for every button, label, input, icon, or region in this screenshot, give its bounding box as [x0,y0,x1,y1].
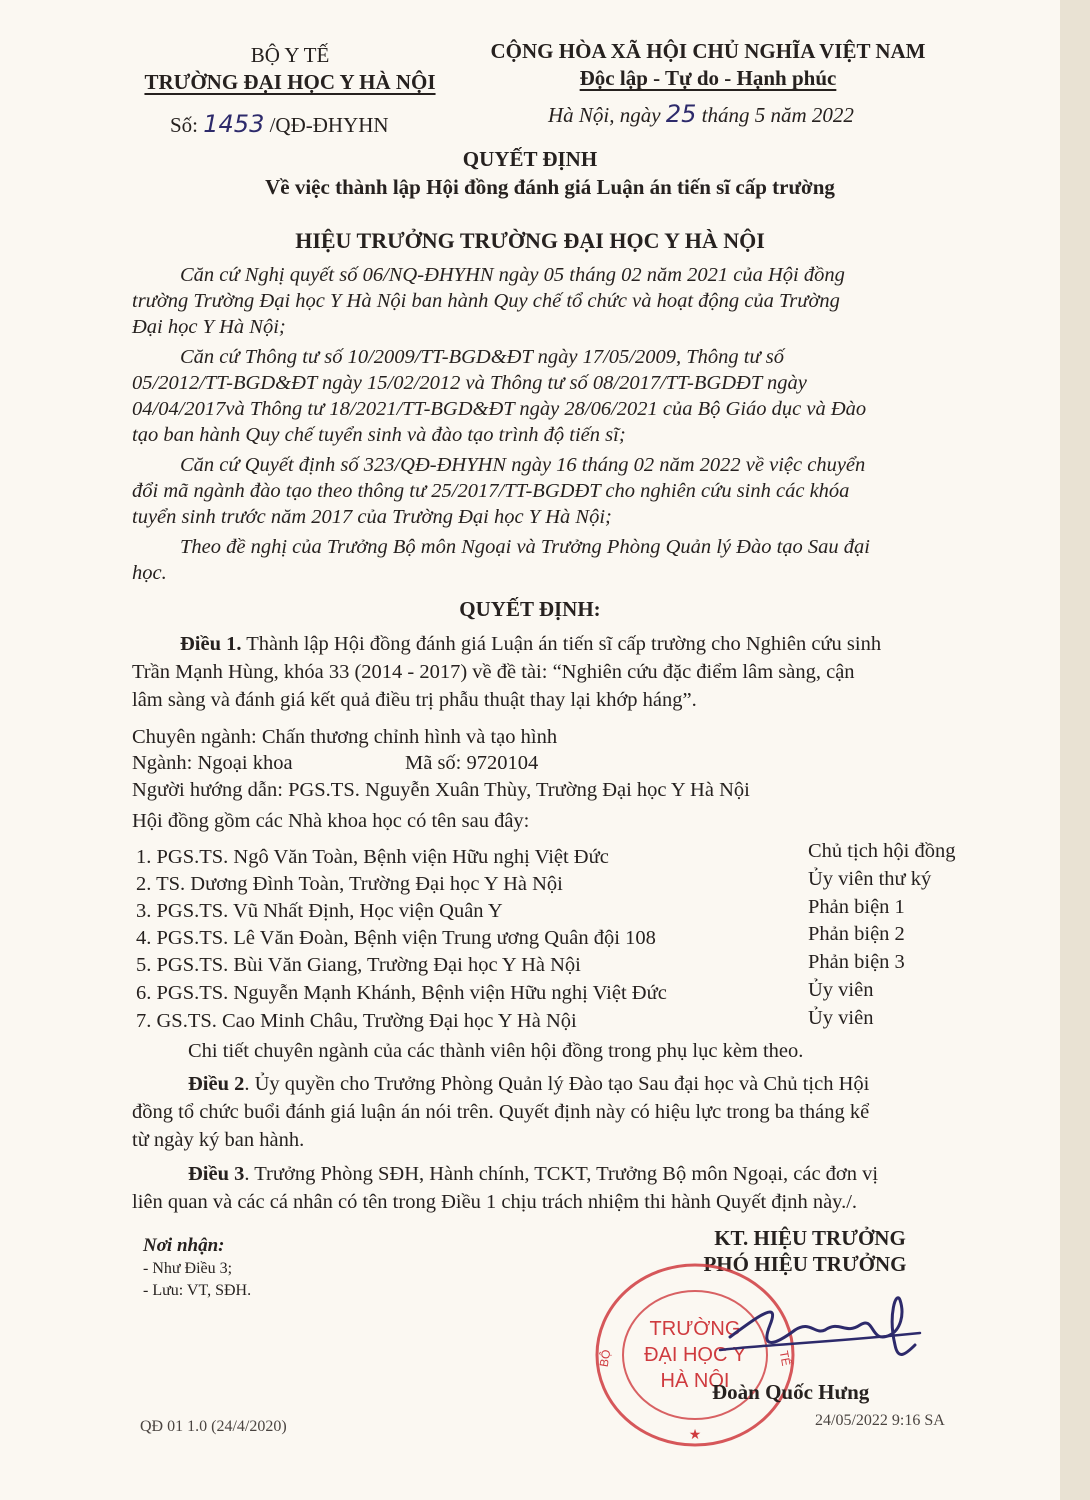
basis-line: Căn cứ Quyết định số 323/QĐ-ĐHYHN ngày 16 tháng 02 năm 2022 về việc chuyển [180,454,866,476]
issuer-heading: HIỆU TRƯỞNG TRƯỜNG ĐẠI HỌC Y HÀ NỘI [295,228,765,253]
signatory-position: PHÓ HIỆU TRƯỞNG [703,1252,907,1276]
article-1-line-3: lâm sàng và đánh giá kết quả điều trị phẫu thuật thay lại khớp háng”. [132,689,697,711]
decision-title: QUYẾT ĐỊNH [462,147,598,171]
basis-line: Căn cứ Nghị quyết số 06/NQ-ĐHYHN ngày 05 tháng 02 năm 2021 của Hội đồng [180,264,845,286]
basis-2 [132,344,980,448]
basis-line: trường Trường Đại học Y Hà Nội ban hành Quy chế tổ chức và hoạt động của Trường [132,290,840,312]
article-1-line-2: Trần Mạnh Hùng, khóa 33 (2014 - 2017) về đề tài: “Nghiên cứu đặc điểm lâm sàng, cận [132,661,855,683]
handwritten-signature [700,1275,940,1395]
document-number [170,110,389,138]
field: Ngành: Ngoại khoa [132,752,293,774]
supervisor: Người hướng dẫn: PGS.TS. Nguyễn Xuân Thùy, Trường Đại học Y Hà Nội [132,779,750,801]
national-motto: Độc lập - Tự do - Hạnh phúc [579,66,837,90]
date-suffix: tháng 5 năm 2022 [701,103,854,127]
article-2-label: Điều 2 [188,1073,245,1095]
form-code: QĐ 01 1.0 (24/4/2020) [140,1418,287,1435]
council-role-4: Phản biện 2 [808,923,905,945]
number-prefix: Số: [170,113,199,137]
article-2-text: . Ủy quyền cho Trưởng Phòng Quản lý Đào tạo Sau đại học và Chủ tịch Hội [244,1073,870,1095]
council-role-2: Ủy viên thư ký [808,868,932,890]
basis-line: 05/2012/TT-BGD&ĐT ngày 15/02/2012 và Thông tư số 08/2017/TT-BGDĐT ngày [132,372,807,394]
stamp-line-3: HÀ NỘI [660,1370,730,1392]
university-name: TRƯỜNG ĐẠI HỌC Y HÀ NỘI [144,70,436,94]
article-1-label: Điều 1. [180,633,242,655]
appendix-note: Chi tiết chuyên ngành của các thành viên hội đồng trong phụ lục kèm theo. [188,1040,804,1062]
stamp-side-text-right: TẾ [776,1349,794,1368]
article-2-line-2: đồng tổ chức buổi đánh giá luận án nói trên. Quyết định này có hiệu lực trong ba tháng kể [132,1101,870,1123]
decides-heading: QUYẾT ĐỊNH: [459,597,601,621]
basis-line: tuyển sinh trước năm 2017 của Trường Đại học Y Hà Nội; [132,506,612,528]
basis-line: học. [132,562,167,584]
article-3-line-1 [188,1163,878,1186]
ministry-name: BỘ Y TẾ [250,43,330,67]
article-3-line-2: liên quan và các cá nhân có tên trong Điều 1 chịu trách nhiệm thi hành Quyết định này./. [132,1191,858,1213]
basis-line: Đại học Y Hà Nội; [132,316,286,338]
article-2-line-3: từ ngày ký ban hành. [132,1129,305,1151]
scan-edge [1060,0,1090,1500]
basis-4 [132,534,980,586]
national-header [478,38,938,92]
stamp-line-1: TRƯỜNG [649,1318,741,1340]
council-member-2: 2. TS. Dương Đình Toàn, Trường Đại học Y Hà Nội [136,873,563,895]
print-timestamp: 24/05/2022 9:16 SA [815,1412,945,1429]
basis-line: đổi mã ngành đào tạo theo thông tư 25/2017/TT-BGDĐT cho nghiên cứu sinh các khóa [132,480,850,502]
decision-subtitle: Về việc thành lập Hội đồng đánh giá Luận án tiến sĩ cấp trường [265,175,835,199]
council-member-1: 1. PGS.TS. Ngô Văn Toàn, Bệnh viện Hữu nghị Việt Đức [136,846,609,868]
basis-3 [132,452,980,530]
handwritten-number: 1453 [203,110,265,138]
stamp-side-text: BỘ [596,1348,614,1369]
basis-line: 04/04/2017và Thông tư 18/2021/TT-BGD&ĐT ngày 28/06/2021 của Bộ Giáo dục và Đào [132,398,867,420]
basis-1 [132,262,980,340]
council-role-3: Phản biện 1 [808,896,905,918]
council-member-3: 3. PGS.TS. Vũ Nhất Định, Học viện Quân Y [136,900,503,922]
council-role-1: Chủ tịch hội đồng [808,840,956,862]
field-code: Mã số: 9720104 [405,752,539,774]
issuer-block [130,42,450,96]
article-1-text: Thành lập Hội đồng đánh giá Luận án tiến sĩ cấp trường cho Nghiên cứu sinh [246,633,882,655]
stamp-line-2: ĐẠI HỌC Y [644,1344,746,1366]
basis-line: Theo đề nghị của Trưởng Bộ môn Ngoại và Trưởng Phòng Quản lý Đào tạo Sau đại [180,536,870,558]
handwritten-day: 25 [665,100,697,128]
basis-line: tạo ban hành Quy chế tuyển sinh và đào tạo trình độ tiến sĩ; [132,424,626,446]
stamp-star-icon: ★ [688,1427,702,1443]
council-member-4: 4. PGS.TS. Lê Văn Đoàn, Bệnh viện Trung ương Quân đội 108 [136,927,656,949]
council-member-7: 7. GS.TS. Cao Minh Châu, Trường Đại học Y Hà Nội [136,1010,577,1032]
council-intro: Hội đồng gồm các Nhà khoa học có tên sau đây: [132,810,530,832]
council-member-5: 5. PGS.TS. Bùi Văn Giang, Trường Đại học Y Hà Nội [136,954,581,976]
article-2-line-1 [188,1073,869,1096]
signatory-name: Đoàn Quốc Hưng [712,1380,870,1404]
article-3-label: Điều 3 [188,1163,245,1185]
republic-name: CỘNG HÒA XÃ HỘI CHỦ NGHĨA VIỆT NAM [490,39,926,63]
council-member-6: 6. PGS.TS. Nguyễn Mạnh Khánh, Bệnh viện Hữu nghị Việt Đức [136,982,667,1004]
council-role-5: Phản biện 3 [808,951,905,973]
date-prefix: Hà Nội, ngày [548,103,661,127]
council-role-7: Ủy viên [808,1007,874,1029]
signatory-authority: KT. HIỆU TRƯỞNG [714,1226,906,1250]
recipient-item: - Lưu: VT, SĐH. [143,1282,252,1299]
recipients-title: Nơi nhận: [143,1235,225,1256]
article-1-line-1 [180,633,881,656]
number-suffix: /QĐ-ĐHYHN [269,113,389,137]
specialty: Chuyên ngành: Chấn thương chỉnh hình và tạo hình [132,726,558,748]
council-role-6: Ủy viên [808,979,874,1001]
issue-date [548,100,854,128]
recipient-item: - Như Điều 3; [143,1260,233,1277]
basis-line: Căn cứ Thông tư số 10/2009/TT-BGD&ĐT ngày 17/05/2009, Thông tư số [180,346,784,368]
article-3-text: . Trưởng Phòng SĐH, Hành chính, TCKT, Trưởng Bộ môn Ngoại, các đơn vị [244,1163,879,1185]
